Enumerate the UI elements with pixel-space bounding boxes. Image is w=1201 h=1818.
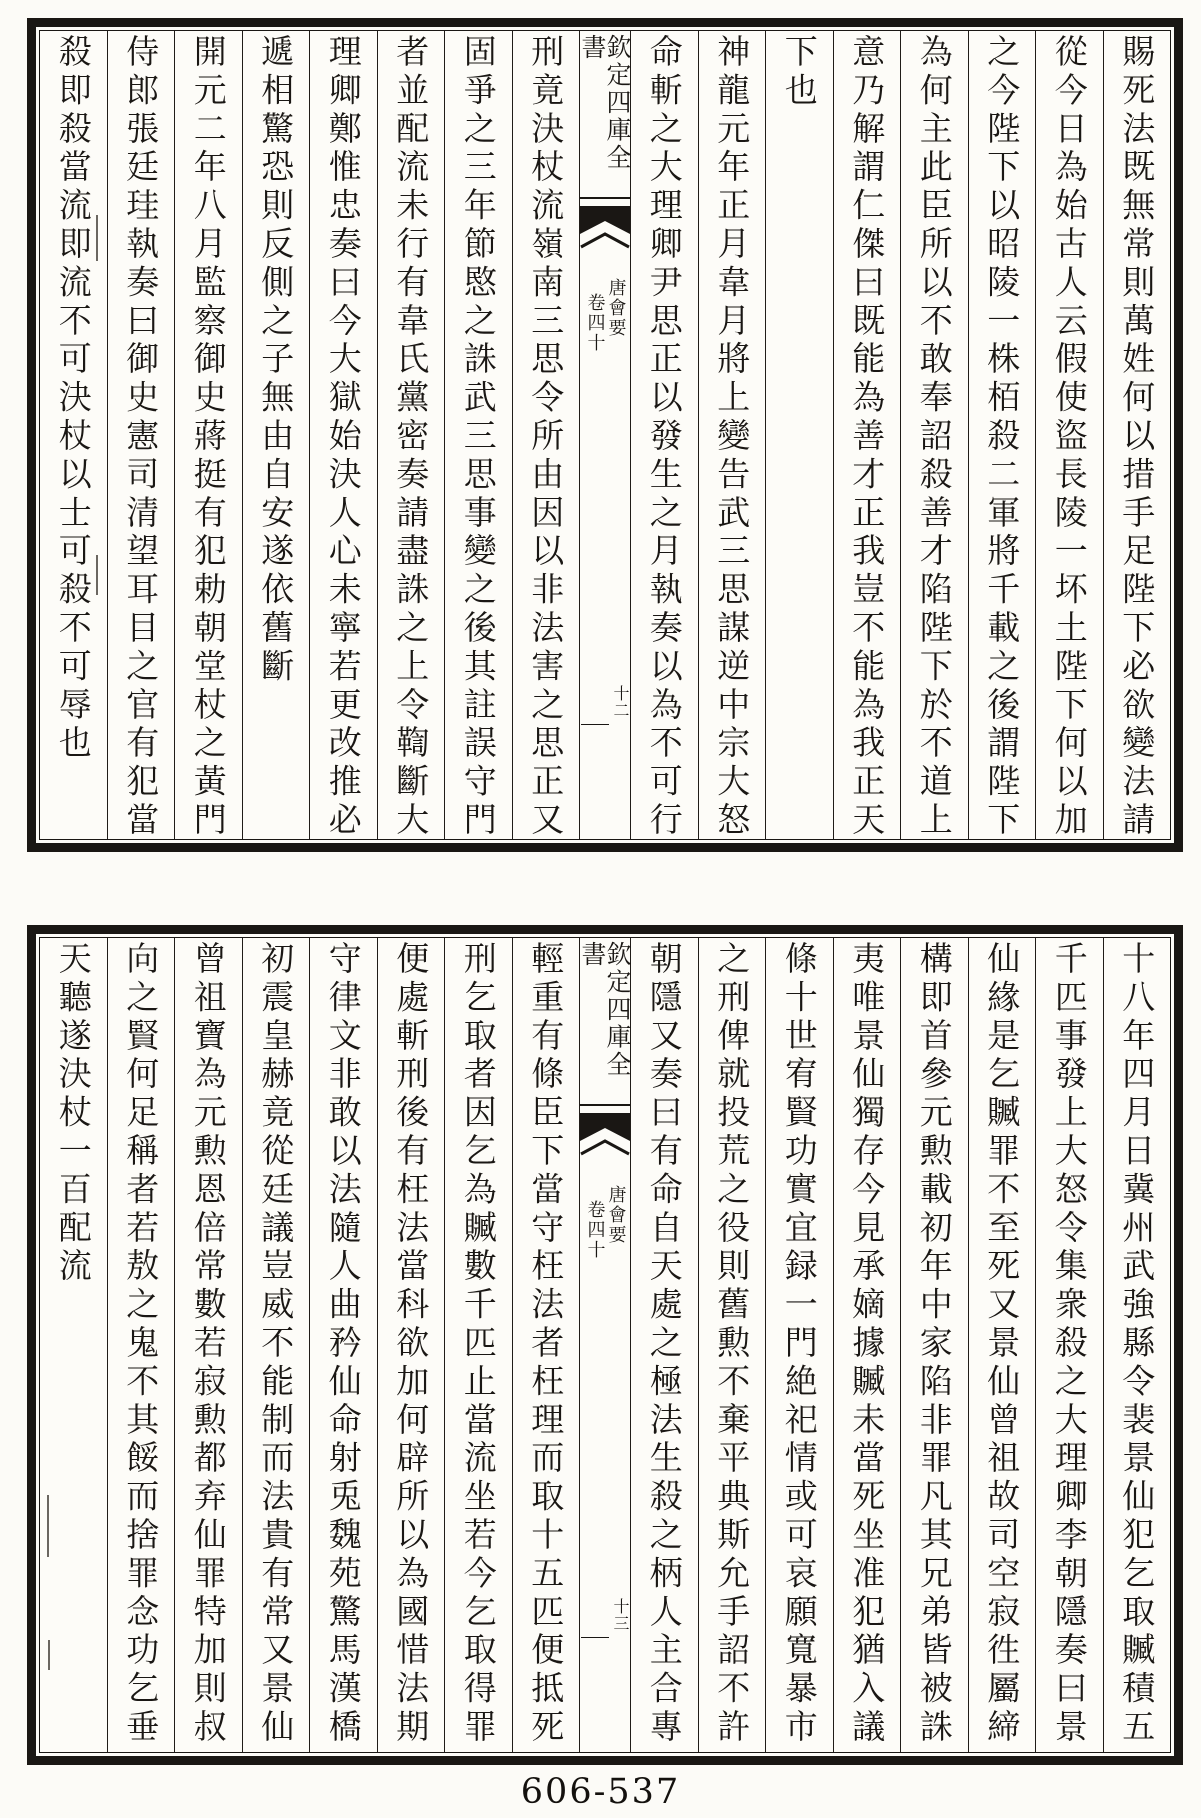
text-column — [900, 938, 968, 1752]
book-volume-labels — [580, 278, 630, 353]
text-column — [444, 938, 512, 1752]
text-column — [1103, 938, 1171, 1752]
text-column — [512, 31, 580, 839]
column-text: 神龍元年正月韋月將上變告武三思謀逆中宗大怒 — [712, 34, 752, 841]
text-column — [40, 31, 107, 839]
fold-underline — [581, 724, 609, 725]
folio-number: 十三 — [611, 1598, 630, 1632]
column-text: 賜死法既無常則萬姓何以措手足陛下必欲變法請 — [1117, 34, 1157, 841]
text-column — [900, 31, 968, 839]
ink-mark — [96, 555, 98, 595]
text-column — [309, 938, 377, 1752]
text-column — [630, 938, 698, 1752]
text-column — [968, 938, 1036, 1752]
text-column — [833, 938, 901, 1752]
column-text: 便處斬刑後有枉法當科欲加何辟所以為國惜法期 — [391, 941, 431, 1748]
column-text: 遞相驚恐則反側之子無由自安遂依舊斷 — [256, 34, 296, 687]
column-text: 理卿鄭惟忠奏曰今大獄始決人心未寧若更改推必 — [323, 34, 363, 841]
column-text: 夷唯景仙獨存今見承嫡據贓未當死坐准犯猶入議 — [847, 941, 887, 1748]
column-text: 命斬之大理卿尹思正以發生之月執奏以為不可行 — [644, 34, 684, 841]
volume-label: 卷四十 — [584, 293, 606, 353]
text-column — [107, 31, 175, 839]
fold-spacer — [580, 1260, 630, 1752]
column-text: 刑乞取者因乞為贓數千匹止當流坐若今乞取得罪 — [458, 941, 498, 1748]
text-column — [1035, 31, 1103, 839]
text-column — [242, 31, 310, 839]
ink-mark — [47, 1495, 49, 1557]
text-column — [698, 31, 766, 839]
text-column — [444, 31, 512, 839]
column-text: 向之賢何足稱者若敖之鬼不其餒而捨罪念功乞垂 — [121, 941, 161, 1748]
text-column — [174, 938, 242, 1752]
column-text: 下也 — [779, 34, 819, 111]
column-grid — [40, 31, 1170, 839]
series-title: 欽定四庫全書 — [578, 34, 632, 172]
column-text: 條十世宥賢功實宜録一門絶祀情或可哀願寬暴市 — [779, 941, 819, 1748]
column-text: 朝隱又奏曰有命自天處之極法生殺之柄人主合專 — [644, 941, 684, 1748]
column-text: 侍郎張廷珪執奏曰御史憲司清望耳目之官有犯當 — [121, 34, 161, 841]
fold-column — [579, 31, 630, 839]
text-column — [377, 938, 445, 1752]
column-text: 開元二年八月監察御史蔣挺有犯勅朝堂杖之黃門 — [188, 34, 228, 841]
fold-column — [579, 938, 630, 1752]
text-column — [630, 31, 698, 839]
inner-frame — [39, 937, 1171, 1753]
column-text: 輕重有條臣下當守枉法者枉理而取十五匹便抵死 — [526, 941, 566, 1748]
column-text: 天聽遂決杖一百配流 — [53, 941, 93, 1287]
column-text: 千匹事發上大怒令集衆殺之大理卿李朝隱奏曰景 — [1049, 941, 1089, 1748]
ink-mark — [48, 1640, 50, 1670]
column-text: 守律文非敢以法隨人曲矜仙命射兎魏苑驚馬漢橋 — [323, 941, 363, 1748]
book-title: 唐會要 — [605, 278, 627, 338]
inner-frame — [39, 30, 1171, 840]
column-text: 仙緣是乞贓罪不至死又景仙曾祖故司空寂徃屬締 — [982, 941, 1022, 1748]
text-column — [40, 938, 107, 1752]
volume-label: 卷四十 — [584, 1200, 606, 1260]
column-text: 者並配流未行有韋氏黨密奏請盡誅之上令鞫斷大 — [391, 34, 431, 841]
text-column — [765, 31, 833, 839]
book-volume-labels — [580, 1185, 630, 1260]
text-column — [309, 31, 377, 839]
series-title-box — [580, 938, 630, 1106]
series-title: 欽定四庫全書 — [578, 941, 632, 1079]
column-text: 從今日為始古人云假使盜長陵一坏土陛下何以加 — [1049, 34, 1089, 841]
column-text: 意乃解謂仁傑曰既能為善才正我豈不能為我正天 — [847, 34, 887, 841]
column-text: 之刑俾就投荒之役則舊勲不棄平典斯允手詔不許 — [712, 941, 752, 1748]
folio-number: 十二 — [611, 685, 630, 719]
column-text: 殺即殺當流即流不可決杖以士可殺不可辱也 — [53, 34, 93, 764]
fishtail-ornament — [580, 1113, 630, 1159]
series-title-box — [580, 31, 630, 199]
column-text: 刑竟決杖流嶺南三思令所由因以非法害之思正又 — [526, 34, 566, 841]
page-block-top — [27, 18, 1183, 852]
text-column — [377, 31, 445, 839]
ink-mark — [96, 215, 98, 261]
text-column — [1035, 938, 1103, 1752]
fishtail-ornament — [580, 206, 630, 252]
text-column — [698, 938, 766, 1752]
text-column — [107, 938, 175, 1752]
column-grid — [40, 938, 1170, 1752]
column-text: 為何主此臣所以不敢奉詔殺善才陷陛下於不道上 — [914, 34, 954, 841]
column-text: 曾祖寶為元勲恩倍常數若寂勲都弃仙罪特加則叔 — [188, 941, 228, 1748]
text-column — [833, 31, 901, 839]
page-block-bottom — [27, 925, 1183, 1765]
text-column — [512, 938, 580, 1752]
column-text: 初震皇赫竟從廷議豈威不能制而法貴有常又景仙 — [256, 941, 296, 1748]
text-column — [765, 938, 833, 1752]
column-text: 固爭之三年節愍之誅武三思事變之後其註誤守門 — [458, 34, 498, 841]
column-text: 十八年四月日冀州武強縣令裴景仙犯乞取贓積五 — [1117, 941, 1157, 1748]
column-text: 構即首參元勲載初年中家陷非罪凡其兄弟皆被誅 — [914, 941, 954, 1748]
text-column — [174, 31, 242, 839]
fold-underline — [581, 1637, 609, 1638]
plate-number: 606-537 — [520, 1772, 681, 1812]
text-column — [242, 938, 310, 1752]
text-column — [1103, 31, 1171, 839]
fold-spacer — [580, 353, 630, 839]
column-text: 之今陛下以昭陵一株栢殺二軍將千載之後謂陛下 — [982, 34, 1022, 841]
book-title: 唐會要 — [605, 1185, 627, 1245]
text-column — [968, 31, 1036, 839]
